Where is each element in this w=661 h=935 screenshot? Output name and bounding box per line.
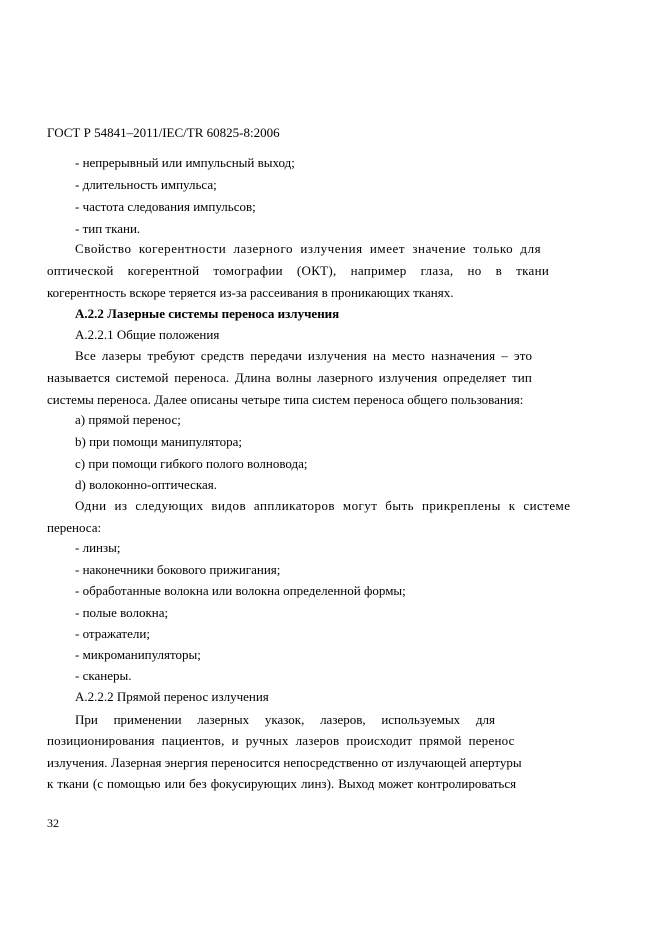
section-heading: А.2.2 Лазерные системы переноса излучения — [75, 306, 340, 321]
paragraph-line: излучения. Лазерная энергия переносится непосредственно от излучающей апертуры — [47, 755, 522, 770]
paragraph-line: Свойство когерентности лазерного излучения имеет значение только для — [75, 241, 542, 256]
subsection-heading: А.2.2.1 Общие положения — [75, 327, 220, 342]
paragraph-line: оптической когерентной томографии (ОКТ), например глаза, но в ткани — [47, 263, 550, 278]
list-item: - обработанные волокна или волокна определенной формы; — [75, 583, 406, 598]
list-item: - линзы; — [75, 540, 121, 555]
paragraph-line: к ткани (с помощью или без фокусирующих линз). Выход может контролироваться — [47, 776, 517, 791]
word: лазерных — [197, 712, 250, 727]
paragraph-line: называется системой переноса. Длина волны лазерного излучения определяет тип — [47, 370, 533, 385]
list-item: - отражатели; — [75, 626, 150, 641]
word: При — [75, 712, 98, 727]
paragraph-line: Одни из следующих видов аппликаторов могут быть прикреплены к системе — [75, 498, 571, 513]
list-item: a) прямой перенос; — [75, 412, 181, 427]
list-item: - непрерывный или импульсный выход; — [75, 155, 295, 170]
list-item: - полые волокна; — [75, 605, 169, 620]
document-header: ГОСТ Р 54841–2011/IEC/TR 60825-8:2006 — [47, 125, 280, 140]
paragraph-line: Все лазеры требуют средств передачи излучения на место назначения – это — [75, 348, 533, 363]
list-item: - сканеры. — [75, 668, 132, 683]
list-item: b) при помощи манипулятора; — [75, 434, 242, 449]
list-item: - тип ткани. — [75, 221, 141, 236]
paragraph-line: переноса: — [47, 520, 102, 535]
paragraph-line — [75, 712, 495, 728]
list-item: - частота следования импульсов; — [75, 199, 256, 214]
word: указок, — [264, 712, 305, 727]
paragraph-line: когерентность вскоре теряется из-за рассеивания в проникающих тканях. — [47, 285, 454, 300]
list-item: - наконечники бокового прижигания; — [75, 562, 281, 577]
subsection-heading: А.2.2.2 Прямой перенос излучения — [75, 689, 269, 704]
word: для — [475, 712, 495, 727]
list-item: - длительность импульса; — [75, 177, 217, 192]
paragraph-line: позиционирования пациентов, и ручных лазеров происходит прямой перенос — [47, 733, 515, 748]
paragraph-line: системы переноса. Далее описаны четыре типа систем переноса общего пользования: — [47, 392, 524, 407]
word: используемых — [381, 712, 461, 727]
list-item: - микроманипуляторы; — [75, 647, 201, 662]
word: лазеров, — [320, 712, 366, 727]
word: применении — [113, 712, 182, 727]
list-item: c) при помощи гибкого полого волновода; — [75, 456, 308, 471]
list-item: d) волоконно-оптическая. — [75, 477, 217, 492]
page-number: 32 — [47, 816, 59, 830]
